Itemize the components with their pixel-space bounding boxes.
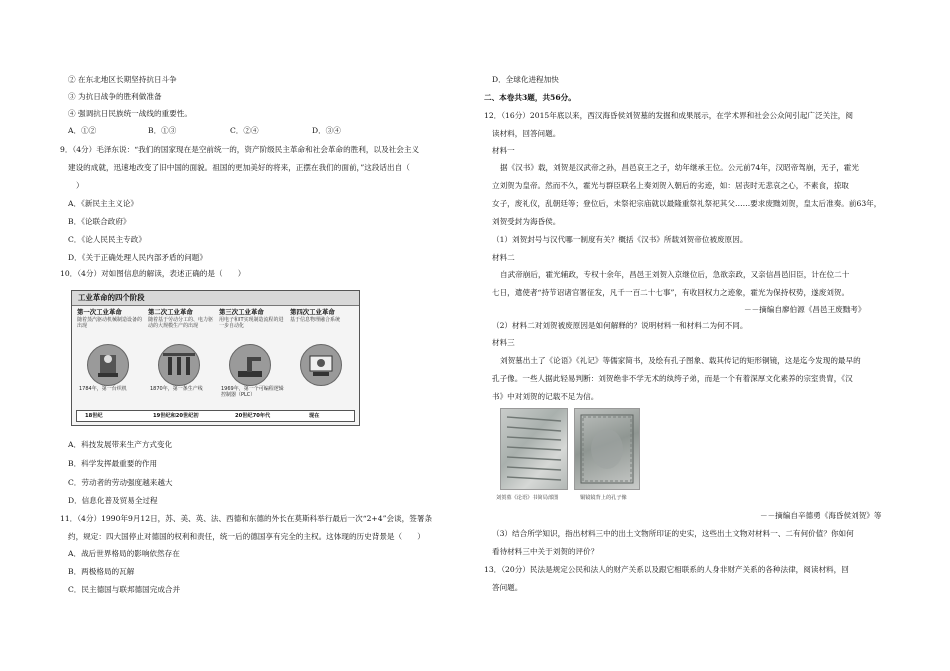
material-3-source: －－摘编自辛德勇《海昏侯刘贺》等: [760, 511, 882, 520]
q8-choice-b[interactable]: B．①③: [148, 126, 177, 135]
material-1-title: 材料一: [492, 146, 515, 155]
q9-stem-line1: 9．（4分）毛泽东说：“我们的国家现在是空前统一的，资产阶级民主革命和社会革命的胜利，以及社会主义: [60, 145, 420, 154]
q12-stem-line2: 读材料，回答问题。: [492, 129, 561, 138]
q10-choice-c[interactable]: C．劳动者的劳动强度越来越大: [68, 478, 173, 487]
q13-stem-line1: 13．（20分）民法是规定公民和法人的财产关系以及跟它相联系的人身非财产关系的各种法律，阅读材料，回: [484, 565, 849, 574]
stage-2-name: 第二次工业革命: [148, 308, 193, 316]
stage-1-year: 1784年，第一台织机: [79, 386, 127, 392]
bamboo-slips-caption: 刘贺墓《论语》书简局部图: [496, 495, 559, 501]
stage-3-name: 第三次工业革命: [219, 308, 264, 316]
material-2-line1: 自武帝崩后，霍光辅政，专权十余年，昌邑王刘贺入京继位后，急欲亲政，又亲信昌邑旧臣，计在位二十: [500, 270, 850, 279]
timeline-label-3: 20世纪70年代: [235, 413, 271, 419]
q11-choice-c[interactable]: C．民主德国与联邦德国完成合并: [68, 585, 181, 594]
stage-2-year: 1870年，第一条生产线: [150, 386, 203, 392]
q12-part3-line2: 看待材料三中关于刘贺的评价？: [492, 547, 599, 556]
material-3-line2: 孔子像。一些人据此轻易判断：刘贺绝非不学无术的纨绔子弟，而是一个有着深厚文化素养的宗室贵胄，《汉: [492, 374, 853, 383]
timeline-label-2: 19世纪和20世纪初: [153, 413, 199, 419]
q9-stem-line2: 建设的成就，迅速地改变了旧中国的面貌。祖国的更加美好的将来，正摆在我们的面前，”这段话出自（: [68, 163, 410, 172]
material-2-source: －－摘编自廖伯源《昌邑王废黜考》: [744, 305, 866, 314]
cyber-physical-icon: [300, 344, 342, 386]
bronze-mirror-photo: [574, 408, 640, 490]
robot-arm-icon: [229, 344, 271, 386]
material-3-line3: 书》中对刘贺的记载不足为信。: [492, 392, 599, 401]
stage-1: [77, 308, 143, 406]
q11-choice-b[interactable]: B．两极格局的瓦解: [68, 567, 135, 576]
q10-choice-b[interactable]: B．科学发挥最重要的作用: [68, 459, 158, 468]
steam-engine-icon: [87, 344, 129, 386]
q10-choice-d[interactable]: D．信息化普及贸易全过程: [68, 496, 158, 505]
q8-choice-d[interactable]: D．③④: [312, 126, 341, 135]
industrial-revolution-figure: [71, 290, 360, 426]
q9-choice-b[interactable]: B．《论联合政府》: [68, 217, 131, 226]
q8-option-3: ③ 为抗日战争的胜利做准备: [68, 92, 162, 101]
q11-choice-a[interactable]: A．战后世界格局的影响依然存在: [68, 549, 180, 558]
q10-choice-a[interactable]: A．科技发展带来生产方式变化: [68, 440, 173, 449]
stage-1-name: 第一次工业革命: [77, 308, 122, 316]
q8-choice-a[interactable]: A．①②: [68, 126, 97, 135]
stage-4-name: 第四次工业革命: [290, 308, 335, 316]
q13-stem-line2: 答问题。: [492, 583, 523, 592]
q12-part3-line1: （3）结合所学知识，指出材料三中的出土文物所印证的史实，这些出土文物对材料一、二有何价值？你如何: [492, 529, 854, 538]
q9-choice-a[interactable]: A．《新民主主义论》: [68, 199, 139, 208]
timeline-label-1: 18世纪: [85, 413, 103, 419]
q11-choice-d[interactable]: D．全球化进程加快: [492, 75, 559, 84]
material-1-line2: 立刘贺为皇帝。然而不久，霍光与群臣联名上奏刘贺入朝后的劣迹，如：居丧时无悲哀之心，不素食，掠取: [492, 181, 849, 190]
assembly-line-icon: [158, 344, 200, 386]
q9-stem-line3: ）: [76, 181, 84, 190]
q9-choice-d[interactable]: D．《关于正确处理人民内部矛盾的问题》: [68, 253, 207, 262]
stage-1-desc: 随着蒸汽驱动机械制造设备的出现: [77, 316, 143, 329]
q9-choice-c[interactable]: C．《论人民民主专政》: [68, 235, 146, 244]
stage-3-year: 1969年，第一个可编程逻辑控制器（PLC）: [221, 386, 284, 398]
stage-3-desc: 用电子和IT实现制造流程的进一步自动化: [219, 316, 284, 329]
material-3-line1: 刘贺墓出土了《论语》《礼记》等儒家简书，及绘有孔子图象、载其传记的矩形铜镜，这是迄今发现的最早的: [500, 356, 861, 365]
material-1-line1: 据《汉书》载，刘贺是汉武帝之孙，昌邑哀王之子，幼年继承王位。公元前74年，汉昭帝驾崩，无子，霍光: [500, 163, 859, 172]
stage-2: [148, 308, 214, 406]
figure-title: 工业革命的四个阶段: [72, 291, 359, 306]
stage-4-desc: 基于信息物理融合系统: [290, 316, 341, 323]
q12-part2: （2）材料二对刘贺被废原因是如何解释的？说明材料一和材料二为何不同。: [492, 321, 748, 330]
stage-3: [219, 308, 285, 406]
stage-4: [290, 308, 356, 406]
material-1-line3: 女子，废礼仪，乱朝廷等；登位后，未祭祀宗庙就以最隆重祭礼祭祀其父……要求废黜刘贺，皇太后准奏。前63年，: [492, 199, 882, 208]
material-1-line4: 刘贺受封为海昏侯。: [492, 217, 561, 226]
timeline-label-4: 现在: [309, 413, 320, 419]
q8-choice-c[interactable]: C．②④: [230, 126, 259, 135]
bronze-mirror-caption: 铜镜镜背上的孔子像: [580, 495, 627, 501]
section-2-heading: 二、本卷共3题，共56分。: [484, 93, 576, 102]
material-2-line2: 七日，遣使者“持节诏诸官署征发，凡千一百二十七事”，有收回权力之迹象，霍光为保持权势，遂废刘贺。: [492, 288, 850, 297]
q12-part1: （1）刘贺封号与汉代哪一制度有关？概括《汉书》所载刘贺帝位被废原因。: [492, 235, 748, 244]
q11-stem-line1: 11．（4分）1990年9月12日，苏、美、英、法、西德和东德的外长在莫斯科举行最后一次“2+4”会谈，签署条: [60, 514, 433, 523]
timeline-bar: [76, 410, 355, 422]
q12-stem-line1: 12．（16分）2015年底以来，西汉海昏侯刘贺墓的发掘和成果展示，在学术界和社会公众间引起广泛关注，阅: [484, 111, 853, 120]
q8-option-4: ④ 强调抗日民族统一战线的重要性。: [68, 109, 192, 118]
q10-stem: 10．（4分）对如图信息的解读，表述正确的是（ ）: [60, 269, 246, 278]
material-2-title: 材料二: [492, 253, 515, 262]
q11-stem-line2: 约，规定：四大国停止对德国的权利和责任，统一后的德国享有完全的主权。这体现的历史背景是（ ）: [68, 532, 425, 541]
material-3-title: 材料三: [492, 338, 515, 347]
bamboo-slips-photo: [500, 408, 568, 490]
stage-2-desc: 随着基于劳动分工的、电力驱动的大规模生产的出现: [148, 316, 214, 329]
q8-option-2: ② 在东北地区长期坚持抗日斗争: [68, 75, 177, 84]
